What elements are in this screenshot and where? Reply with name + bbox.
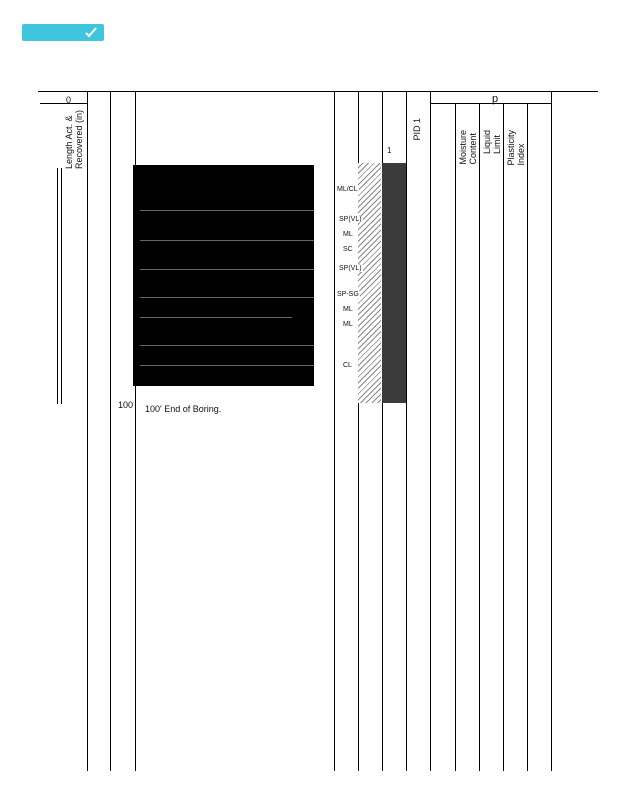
redacted-description-block bbox=[133, 165, 314, 386]
layer-divider bbox=[140, 317, 292, 318]
small-column-mark: 1 bbox=[387, 146, 392, 155]
length-recovered-header: Length Act. & Recovered (in) bbox=[64, 110, 84, 170]
soil-unit-label: CL bbox=[343, 362, 352, 369]
column-divider bbox=[406, 91, 407, 771]
soil-unit-label: ML bbox=[343, 231, 353, 238]
top-right-label: p bbox=[492, 93, 499, 105]
depth-value: 100 bbox=[118, 400, 134, 410]
layer-divider bbox=[140, 269, 314, 270]
column-divider bbox=[430, 91, 431, 771]
pid-header: PID 1 bbox=[412, 118, 422, 141]
layer-divider bbox=[140, 210, 314, 211]
layer-divider bbox=[140, 345, 314, 346]
column-divider bbox=[527, 103, 528, 771]
column-divider bbox=[87, 91, 88, 771]
column-divider bbox=[455, 103, 456, 771]
column-divider bbox=[503, 103, 504, 771]
table-subheader-line-right bbox=[431, 103, 551, 104]
soil-unit-label: SC bbox=[343, 246, 353, 253]
pid-fill-column bbox=[382, 163, 406, 403]
recovery-bar bbox=[61, 168, 62, 404]
layer-divider bbox=[140, 240, 314, 241]
soil-unit-label: SP(VL) bbox=[339, 265, 362, 272]
table-top-border bbox=[38, 91, 598, 92]
soil-unit-label: SP-SG bbox=[337, 291, 359, 298]
recovery-bar bbox=[57, 168, 58, 404]
plasticity-index-header: Plasticity Index bbox=[506, 130, 526, 166]
liquid-limit-header: Liquid Limit bbox=[482, 130, 502, 155]
table-subheader-line-left bbox=[40, 103, 88, 104]
column-divider bbox=[551, 91, 552, 771]
soil-unit-label: ML bbox=[343, 306, 353, 313]
graphic-log-column bbox=[358, 163, 381, 403]
soil-unit-label: SP(VL) bbox=[339, 216, 362, 223]
moisture-content-header: Moisture Content bbox=[458, 130, 478, 165]
check-pen-icon bbox=[84, 25, 98, 39]
top-left-value: 0 bbox=[66, 95, 72, 105]
company-logo bbox=[22, 24, 104, 41]
column-divider bbox=[334, 91, 335, 771]
column-divider bbox=[479, 103, 480, 771]
column-divider bbox=[110, 91, 111, 771]
soil-unit-label: ML/CL bbox=[337, 186, 358, 193]
soil-unit-label: ML bbox=[343, 321, 353, 328]
layer-divider bbox=[140, 365, 314, 366]
layer-divider bbox=[140, 297, 314, 298]
end-of-boring-text: 100' End of Boring. bbox=[145, 404, 222, 414]
